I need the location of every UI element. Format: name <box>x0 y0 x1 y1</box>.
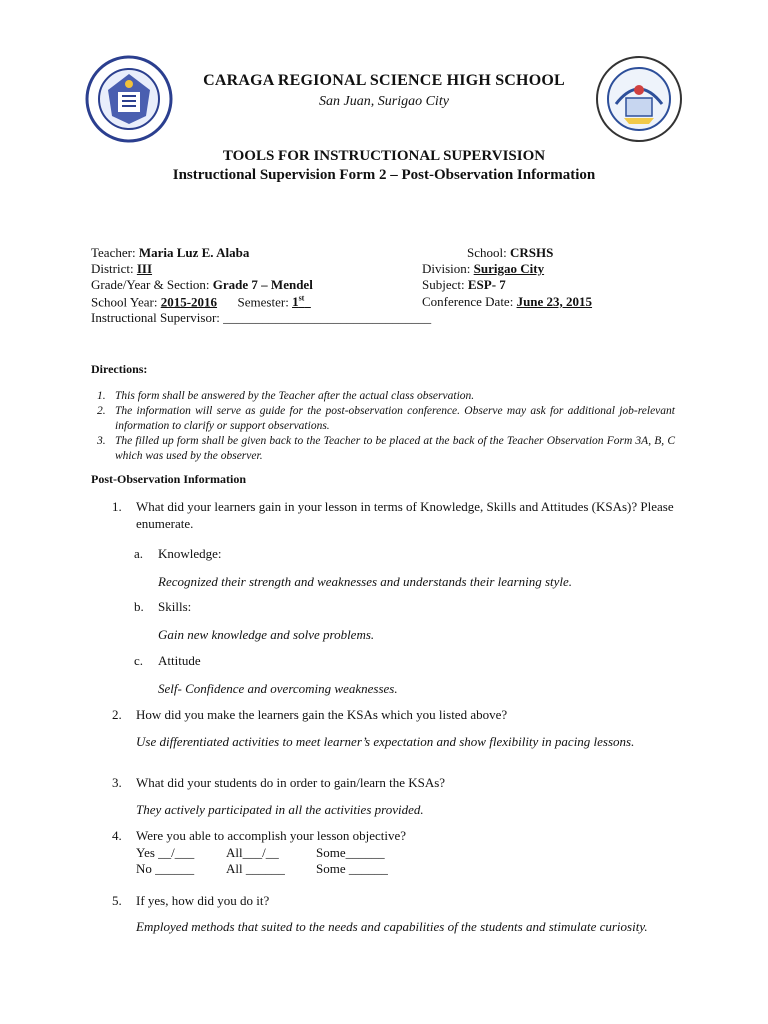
grade-row <box>91 277 313 293</box>
division-value: Surigao City <box>473 261 545 276</box>
district-value: III <box>136 261 153 276</box>
conference-label: Conference Date: <box>422 294 514 309</box>
school-year-row <box>91 294 311 310</box>
answer-1c: Self- Confidence and overcoming weaknesses. <box>158 681 398 696</box>
grade-label: Grade/Year & Section: <box>91 277 210 292</box>
answer-5: Employed methods that suited to the needs and capabilities of the students and stimulate curiosity. <box>136 919 648 934</box>
conference-value: June 23, 2015 <box>516 294 593 309</box>
supervisor-blank: ________________________________ <box>223 310 432 325</box>
no-option: No ______ <box>136 861 195 876</box>
form-title: Instructional Supervision Form 2 – Post-Observation Information <box>172 167 596 183</box>
district-label: District: <box>91 261 134 276</box>
direction-item: 1. This form shall be answered by the Teacher after the actual class observation. <box>97 390 475 402</box>
direction-item: 2. The information will serve as guide for the post-observation conference. Observe may ask for additional job-relevant information to clarify or support observations. <box>97 405 675 432</box>
question-2: 2. How did you make the learners gain the KSAs which you listed above? <box>112 707 508 722</box>
subject-label: Subject: <box>422 277 465 292</box>
directions-title: Directions: <box>91 362 148 376</box>
school-name: CARAGA REGIONAL SCIENCE HIGH SCHOOL <box>203 72 565 89</box>
subject-value: ESP- 7 <box>467 277 506 292</box>
grade-value: Grade 7 – Mendel <box>212 277 313 292</box>
post-observation-title: Post-Observation Information <box>91 472 246 486</box>
answer-1a: Recognized their strength and weaknesses and understands their learning style. <box>158 574 573 589</box>
school-row <box>467 245 553 261</box>
direction-item: 3. The filled up form shall be given back to the Teacher to be placed at the back of the Teacher Observation Form 3A, B, C which was used by the observer. <box>97 435 675 462</box>
school-year-value: 2015-2016 <box>160 294 218 310</box>
district-row <box>91 261 152 277</box>
semester-label: Semester: <box>237 294 289 310</box>
school-value: CRSHS <box>509 245 554 260</box>
school-label: School: <box>467 245 507 260</box>
question-5: 5. If yes, how did you do it? <box>112 893 270 908</box>
teacher-value: Maria Luz E. Alaba <box>138 245 250 260</box>
question-1b: b. Skills: <box>134 599 192 614</box>
all-option: All___/__ <box>226 845 279 860</box>
answer-2: Use differentiated activities to meet learner’s expectation and show flexibility in pacing lessons. <box>136 734 635 749</box>
question-1a: a. Knowledge: <box>134 546 222 561</box>
school-year-label: School Year: <box>91 294 158 310</box>
question-1: 1. What did your learners gain in your lesson in terms of Knowledge, Skills and Attitudes (KSAs)? Please enumerate. <box>112 499 674 531</box>
semester-value: 1st <box>292 294 305 310</box>
question-1c: c. Attitude <box>134 653 201 668</box>
school-location: San Juan, Surigao City <box>319 94 449 109</box>
division-row <box>422 261 544 277</box>
some-option: Some______ <box>316 845 385 860</box>
answer-3: They actively participated in all the activities provided. <box>136 802 424 817</box>
supervisor-label: Instructional Supervisor: <box>91 310 220 325</box>
answer-1b: Gain new knowledge and solve problems. <box>158 627 375 642</box>
all-option-2: All ______ <box>226 861 285 876</box>
teacher-row <box>91 245 249 261</box>
yes-option: Yes __/___ <box>136 845 195 860</box>
teacher-label: Teacher: <box>91 245 136 260</box>
some-option-2: Some ______ <box>316 861 388 876</box>
question-4: 4. Were you able to accomplish your lesson objective? <box>112 828 407 843</box>
document-title: TOOLS FOR INSTRUCTIONAL SUPERVISION <box>222 148 546 164</box>
question-3: 3. What did your students do in order to gain/learn the KSAs? <box>112 775 446 790</box>
supervisor-row <box>91 310 431 326</box>
conference-row <box>422 294 592 310</box>
division-label: Division: <box>422 261 471 276</box>
subject-row <box>422 277 506 293</box>
